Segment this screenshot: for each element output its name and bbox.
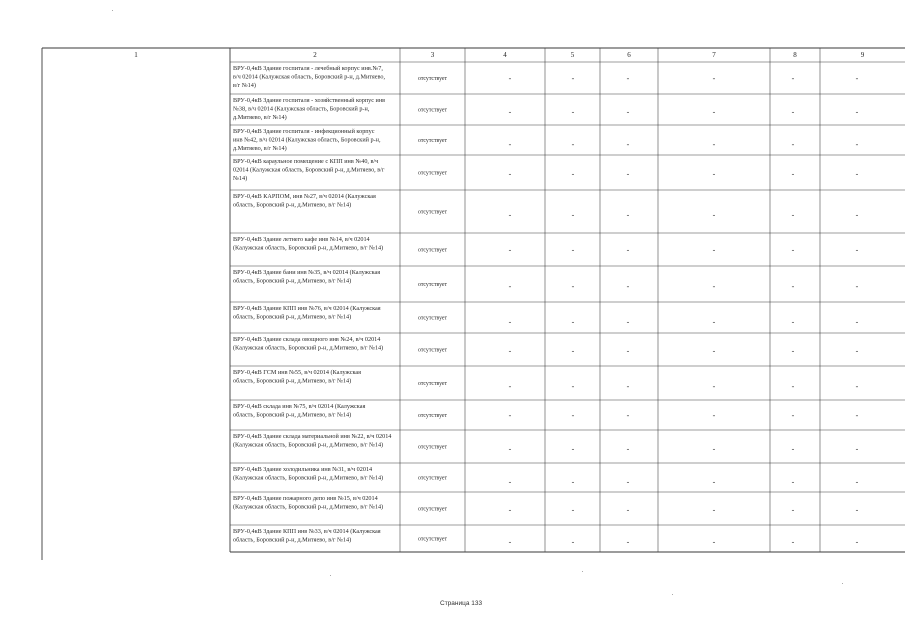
empty-cell-mark: - (571, 245, 575, 255)
empty-cell-mark: - (626, 245, 630, 255)
empty-cell-mark: - (712, 346, 716, 356)
empty-cell-mark: - (712, 140, 716, 149)
status-cell: отсутствует (418, 138, 447, 144)
description-line: ВРУ-0,4кВ Здание бани инв №35, в/ч 02014 (Калужская (233, 269, 381, 276)
empty-cell-mark: - (712, 74, 716, 83)
empty-cell-mark: - (508, 140, 512, 149)
empty-cell-mark: - (626, 346, 630, 356)
empty-cell-mark: - (626, 282, 630, 291)
description-line: 02014 (Калужская область, Боровский р-н, д.Митяево, в/г (233, 166, 385, 174)
empty-cell-mark: - (626, 477, 630, 487)
table-row (233, 158, 859, 182)
description-line: (Калужская область, Боровский р-н, д.Митяево, в/г №14) (233, 244, 384, 252)
status-cell: отсутствует (418, 247, 447, 254)
empty-cell-mark: - (712, 411, 716, 420)
empty-cell-mark: - (855, 505, 859, 515)
table-grid (42, 48, 905, 560)
object-description (233, 236, 383, 252)
description-line: ВРУ-0,4кВ Здание склада материальной инв №22, в/ч 02014 (233, 433, 392, 440)
description-line: область, Боровский р-н, д.Митяево, в/г №14) (233, 536, 352, 544)
table-row (233, 433, 859, 454)
empty-cell-mark: - (712, 317, 716, 327)
scan-speck (582, 571, 583, 572)
description-line: ВРУ-0,4кВ Здание пожарного депо инв №15, в/ч 02014 (233, 495, 378, 502)
empty-cell-mark: - (508, 411, 512, 420)
empty-cell-mark: - (791, 74, 795, 83)
status-cell: отсутствует (418, 381, 447, 387)
empty-cell-mark: - (626, 74, 630, 83)
empty-cell-mark: - (626, 107, 630, 117)
empty-cell-mark: - (571, 411, 575, 420)
empty-cell-mark: - (626, 169, 630, 179)
description-line: ВРУ-0,4кВ Здание КПП инв №33, в/ч 02014 (Калужская (233, 528, 381, 535)
object-description (233, 97, 385, 121)
object-description (233, 528, 381, 544)
empty-cell-mark: - (571, 107, 575, 117)
description-line: ВРУ-0,4кВ Здание госпиталя - хозяйственный корпус инв (233, 97, 386, 104)
object-description (233, 495, 383, 511)
empty-cell-mark: - (712, 245, 716, 255)
empty-cell-mark: - (626, 537, 630, 547)
empty-cell-mark: - (508, 210, 512, 220)
column-header: 4 (503, 51, 507, 59)
table-row (233, 305, 859, 327)
empty-cell-mark: - (626, 444, 630, 454)
empty-cell-mark: - (791, 140, 795, 149)
status-cell: отсутствует (418, 347, 447, 354)
empty-cell-mark: - (855, 282, 859, 291)
empty-cell-mark: - (855, 74, 859, 83)
column-header: 2 (313, 51, 317, 59)
table-row (233, 65, 859, 89)
empty-cell-mark: - (626, 382, 630, 391)
column-header: 1 (134, 51, 138, 59)
column-header: 3 (430, 51, 435, 59)
empty-cell-mark: - (508, 444, 512, 454)
empty-cell-mark: - (508, 245, 512, 255)
table-row (233, 97, 859, 121)
empty-cell-mark: - (712, 210, 716, 220)
description-line: ВРУ-0,4кВ ГСМ инв №55, в/ч 02014 (Калужская (233, 369, 361, 376)
empty-cell-mark: - (571, 537, 575, 547)
description-line: д.Митяево, в/г №14) (233, 114, 287, 122)
description-line: ВРУ-0,4кВ караульное помещение с КПП инв №40, в/ч (233, 158, 379, 165)
object-description (233, 433, 391, 449)
column-header: 7 (712, 51, 716, 59)
description-line: ВРУ-0,4кВ Здание госпиталя - лечебный корпус инв.№7, (233, 65, 383, 72)
status-cell: отсутствует (418, 170, 447, 177)
empty-cell-mark: - (712, 169, 716, 179)
empty-cell-mark: - (571, 382, 575, 391)
scan-speck (842, 583, 843, 584)
table-row (233, 336, 859, 356)
object-description (233, 65, 385, 89)
empty-cell-mark: - (791, 505, 795, 515)
description-line: в/ч 02014 (Калужская область, Боровский р-н, д.Митяево, (233, 73, 386, 81)
empty-cell-mark: - (791, 346, 795, 356)
empty-cell-mark: - (712, 477, 716, 487)
empty-cell-mark: - (791, 169, 795, 179)
empty-cell-mark: - (791, 210, 795, 220)
empty-cell-mark: - (571, 477, 575, 487)
table-row (233, 369, 859, 391)
status-cell: отсутствует (418, 475, 447, 482)
empty-cell-mark: - (508, 107, 512, 117)
description-line: ВРУ-0,4кВ Здание летнего кафе инв №14, в/ч 02014 (233, 236, 370, 243)
description-line: инв №42, в/ч 02014 (Калужская область, Боровский р-н, (233, 136, 381, 144)
empty-cell-mark: - (508, 74, 512, 83)
empty-cell-mark: - (626, 210, 630, 220)
empty-cell-mark: - (855, 477, 859, 487)
empty-cell-mark: - (791, 107, 795, 117)
empty-cell-mark: - (508, 169, 512, 179)
table-row (233, 269, 859, 291)
empty-cell-mark: - (508, 282, 512, 291)
object-description (233, 369, 361, 385)
description-line: (Калужская область, Боровский р-н, д.Митяево, в/г №14) (233, 503, 384, 511)
empty-cell-mark: - (571, 210, 575, 220)
empty-cell-mark: - (791, 477, 795, 487)
status-cell: отсутствует (418, 282, 447, 288)
scan-speck (330, 575, 331, 576)
empty-cell-mark: - (791, 382, 795, 391)
status-cell: отсутствует (418, 413, 447, 419)
description-line: д.Митяево, в/г №14) (233, 145, 287, 153)
empty-cell-mark: - (791, 245, 795, 255)
description-line: область, Боровский р-н, д.Митяево, в/г №14) (233, 201, 352, 209)
empty-cell-mark: - (571, 444, 575, 454)
empty-cell-mark: - (508, 477, 512, 487)
empty-cell-mark: - (855, 411, 859, 420)
description-line: ВРУ-0,4кВ Здание холодильника инв №31, в/ч 02014 (233, 466, 373, 473)
object-description (233, 158, 385, 182)
empty-cell-mark: - (712, 107, 716, 117)
description-line: ВРУ-0,4кВ склада инв №75, в/ч 02014 (Калужская (233, 403, 366, 410)
column-header: 9 (860, 51, 865, 59)
empty-cell-mark: - (855, 382, 859, 391)
column-header: 5 (570, 51, 575, 59)
table-row (233, 128, 859, 152)
description-line: ВРУ-0,4кВ Здание госпиталя - инфекционный корпус (233, 128, 375, 135)
empty-cell-mark: - (791, 444, 795, 454)
empty-cell-mark: - (508, 317, 512, 327)
empty-cell-mark: - (855, 169, 859, 179)
object-description (233, 403, 365, 419)
empty-cell-mark: - (508, 382, 512, 391)
empty-cell-mark: - (571, 169, 575, 179)
scan-speck (672, 594, 673, 595)
empty-cell-mark: - (855, 140, 859, 149)
description-line: в/г №14) (233, 82, 256, 90)
description-line: (Калужская область, Боровский р-н, д.Митяево, в/г №14) (233, 441, 384, 449)
empty-cell-mark: - (712, 537, 716, 547)
table-row (233, 236, 859, 255)
table-row (233, 466, 859, 487)
object-description (233, 193, 376, 209)
empty-cell-mark: - (712, 444, 716, 454)
object-description (233, 305, 381, 321)
status-cell: отсутствует (418, 506, 447, 513)
empty-cell-mark: - (855, 444, 859, 454)
description-line: №14) (233, 175, 248, 183)
empty-cell-mark: - (626, 505, 630, 515)
empty-cell-mark: - (508, 537, 512, 547)
empty-cell-mark: - (855, 210, 859, 220)
description-line: ВРУ-0,4кВ КАРПОМ, инв №27, в/ч 02014 (Калужская (233, 193, 376, 200)
empty-cell-mark: - (712, 282, 716, 291)
empty-cell-mark: - (712, 382, 716, 391)
table-body (233, 65, 859, 547)
empty-cell-mark: - (855, 346, 859, 356)
description-line: область, Боровский р-н, д.Митяево, в/г №14) (233, 277, 352, 285)
object-description (233, 128, 381, 152)
status-cell: отсутствует (418, 315, 447, 322)
empty-cell-mark: - (791, 317, 795, 327)
empty-cell-mark: - (855, 537, 859, 547)
description-line: ВРУ-0,4кВ Здание склада овощного инв №24, в/ч 02014 (233, 336, 381, 343)
description-line: область, Боровский р-н, д.Митяево, в/г №14) (233, 411, 352, 419)
empty-cell-mark: - (508, 505, 512, 515)
status-cell: отсутствует (418, 76, 447, 82)
description-line: ВРУ-0,4кВ Здание КПП инв №76, в/ч 02014 (Калужская (233, 305, 381, 312)
empty-cell-mark: - (626, 140, 630, 149)
table-row (233, 403, 859, 420)
empty-cell-mark: - (508, 346, 512, 356)
description-line: №38, в/ч 02014 (Калужская область, Боровский р-н, (233, 105, 370, 113)
empty-cell-mark: - (626, 317, 630, 327)
page-number: Страница 133 (440, 600, 483, 607)
empty-cell-mark: - (791, 282, 795, 291)
empty-cell-mark: - (712, 505, 716, 515)
empty-cell-mark: - (571, 346, 575, 356)
object-description (233, 336, 383, 352)
empty-cell-mark: - (626, 411, 630, 420)
empty-cell-mark: - (855, 107, 859, 117)
empty-cell-mark: - (791, 411, 795, 420)
empty-cell-mark: - (791, 537, 795, 547)
empty-cell-mark: - (855, 317, 859, 327)
empty-cell-mark: - (571, 74, 575, 83)
table-row (233, 528, 859, 547)
empty-cell-mark: - (571, 282, 575, 291)
empty-cell-mark: - (571, 317, 575, 327)
status-cell: отсутствует (418, 209, 447, 216)
empty-cell-mark: - (855, 245, 859, 255)
status-cell: отсутствует (418, 107, 447, 114)
column-header: 6 (627, 51, 631, 59)
description-line: область, Боровский р-н, д.Митяево, в/г №14) (233, 377, 352, 385)
table-row (233, 193, 859, 220)
table-row (233, 495, 859, 515)
column-header: 8 (793, 51, 797, 59)
status-cell: отсутствует (418, 444, 447, 451)
table-header (134, 51, 865, 59)
empty-cell-mark: - (571, 505, 575, 515)
empty-cell-mark: - (571, 140, 575, 149)
description-line: (Калужская область, Боровский р-н, д.Митяево, в/г №14) (233, 344, 384, 352)
description-line: область, Боровский р-н, д.Митяево, в/г №14) (233, 313, 352, 321)
object-description (233, 269, 380, 285)
object-description (233, 466, 383, 482)
status-cell: отсутствует (418, 536, 447, 543)
scan-speck (112, 10, 113, 11)
description-line: (Калужская область, Боровский р-н, д.Митяево, в/г №14) (233, 474, 384, 482)
